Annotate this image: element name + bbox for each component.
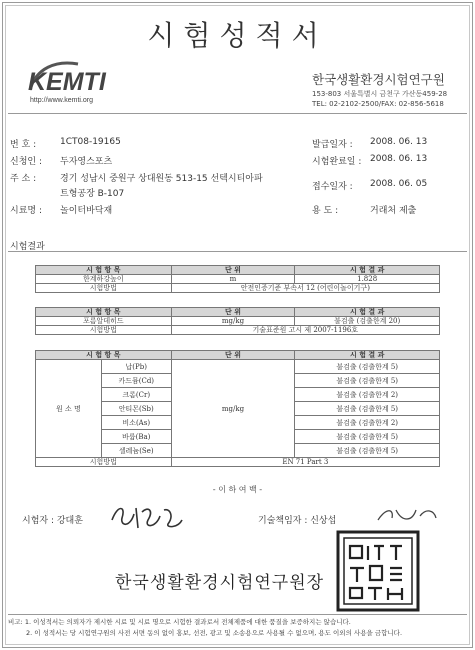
header-unit: 단 위 xyxy=(171,351,295,360)
header-result: 시 험 결 과 xyxy=(295,351,440,360)
report-no-label: 번 호 : xyxy=(10,140,37,150)
table-row xyxy=(36,317,440,326)
divider xyxy=(8,113,467,114)
purpose: 거래처 제출 xyxy=(370,206,417,216)
purpose-label: 용 도 : xyxy=(312,206,339,216)
report-no: 1CT08-19165 xyxy=(60,137,121,147)
note-line: 2. 이 성적서는 당 시험연구원의 사전 서면 동의 없이 홍보, 선전, 광고 및 소송용으로 사용될 수 없으며, 용도 이외의 사용을 금합니다. xyxy=(26,629,403,637)
document-title: 시험성적서 xyxy=(147,19,328,52)
element-result: 불검출 (검출한계 5) xyxy=(295,374,440,388)
element-result: 불검출 (검출한계 5) xyxy=(295,444,440,458)
issue-date: 2008. 06. 13 xyxy=(370,137,428,147)
divider xyxy=(8,614,467,615)
element-name: 납(Pb) xyxy=(101,360,171,374)
table-header-row xyxy=(36,266,440,275)
address-line2: 트형공장 B-107 xyxy=(60,189,125,199)
method-label: 시험방법 xyxy=(36,458,172,467)
institute-tel: TEL: 02-2102-2500/FAX: 02-856-5618 xyxy=(312,100,444,108)
element-result: 불검출 (검출한계 2) xyxy=(295,388,440,402)
element-name: 크롬(Cr) xyxy=(101,388,171,402)
institute-name: 한국생활환경시험연구원 xyxy=(312,72,445,87)
method-row xyxy=(36,458,440,467)
method-value: 기술표준원 고시 제 2007-1196호 xyxy=(171,326,439,335)
element-unit: mg/kg xyxy=(171,360,295,458)
tester-signature xyxy=(108,498,188,534)
section-label: 시험결과 xyxy=(10,242,45,252)
item-unit: mg/kg xyxy=(171,317,295,326)
note-line: 비고: 1. 이성적서는 의뢰자가 제시한 시료 및 시료 명으로 시험한 결과로서 전체제품에 대한 품질을 보증하지는 않습니다. xyxy=(8,618,351,626)
issue-date-label: 발급일자 : xyxy=(312,140,353,150)
header-item: 시 험 항 목 xyxy=(36,266,172,275)
applicant: 두자영스포츠 xyxy=(60,157,113,167)
item-name: 한계하강높이 xyxy=(36,275,172,284)
receipt-date-label: 접수일자 : xyxy=(312,182,353,192)
institute-address xyxy=(312,89,447,109)
item-result: 불검출 (검출한계 20) xyxy=(295,317,440,326)
logo-url: http://www.kemti.org xyxy=(30,97,94,104)
header-unit: 단 위 xyxy=(171,266,295,275)
result-table-formaldehyde xyxy=(35,307,440,335)
item-unit: m xyxy=(171,275,295,284)
group-label: 원 소 명 xyxy=(36,360,102,458)
element-name: 바륨(Ba) xyxy=(101,430,171,444)
header-unit: 단 위 xyxy=(171,308,295,317)
kemti-logo: KEMTI xyxy=(28,68,106,96)
element-name: 비소(As) xyxy=(101,416,171,430)
element-result: 불검출 (검출한계 2) xyxy=(295,416,440,430)
completion-date-label: 시험완료일 : xyxy=(312,157,362,167)
official-seal-icon xyxy=(334,528,422,614)
element-name: 안티몬(Sb) xyxy=(101,402,171,416)
sample-name: 놀이터바닥재 xyxy=(60,206,113,216)
element-result: 불검출 (검출한계 5) xyxy=(295,430,440,444)
method-value: EN 71 Part 3 xyxy=(171,458,439,467)
manager-signature xyxy=(372,500,442,530)
method-label: 시험방법 xyxy=(36,326,172,335)
element-name: 셀레늄(Se) xyxy=(101,444,171,458)
element-result: 불검출 (검출한계 5) xyxy=(295,402,440,416)
result-table-drop-height xyxy=(35,265,440,293)
result-table-heavy-metals xyxy=(35,350,440,467)
element-result: 불검출 (검출한계 5) xyxy=(295,360,440,374)
item-name: 포름알데히드 xyxy=(36,317,172,326)
institute-address-line: 153-803 서울특별시 금천구 가산동459-28 xyxy=(312,90,448,98)
method-value: 안전인증기준 부속서 12 (어린이놀이기구) xyxy=(171,284,439,293)
method-row xyxy=(36,326,440,335)
completion-date: 2008. 06. 13 xyxy=(370,154,428,164)
item-result: 1.828 xyxy=(295,275,440,284)
table-row xyxy=(36,360,440,374)
end-of-content-mark: - 이 하 여 백 - xyxy=(212,485,263,494)
method-row xyxy=(36,284,440,293)
divider xyxy=(8,251,467,252)
header-result: 시 험 결 과 xyxy=(295,266,440,275)
table-header-row xyxy=(36,351,440,360)
receipt-date: 2008. 06. 05 xyxy=(370,179,428,189)
technical-manager-label: 기술책임자 : 신상섭 xyxy=(258,516,337,526)
method-label: 시험방법 xyxy=(36,284,172,293)
table-header-row xyxy=(36,308,440,317)
table-row xyxy=(36,275,440,284)
header-item: 시 험 항 목 xyxy=(36,351,172,360)
address-label: 주 소 : xyxy=(10,174,37,184)
notes xyxy=(8,617,402,639)
sample-label: 시료명 : xyxy=(10,206,42,216)
address-line1: 경기 성남시 중원구 상대원동 513-15 선텍시티아파 xyxy=(60,174,263,184)
header-result: 시 험 결 과 xyxy=(295,308,440,317)
header-item: 시 험 항 목 xyxy=(36,308,172,317)
tester-label: 시험자 : 강대훈 xyxy=(22,516,83,526)
element-name: 카드뮴(Cd) xyxy=(101,374,171,388)
applicant-label: 신청인 : xyxy=(10,157,42,167)
institute-director: 한국생활환경시험연구원장 xyxy=(115,573,325,593)
